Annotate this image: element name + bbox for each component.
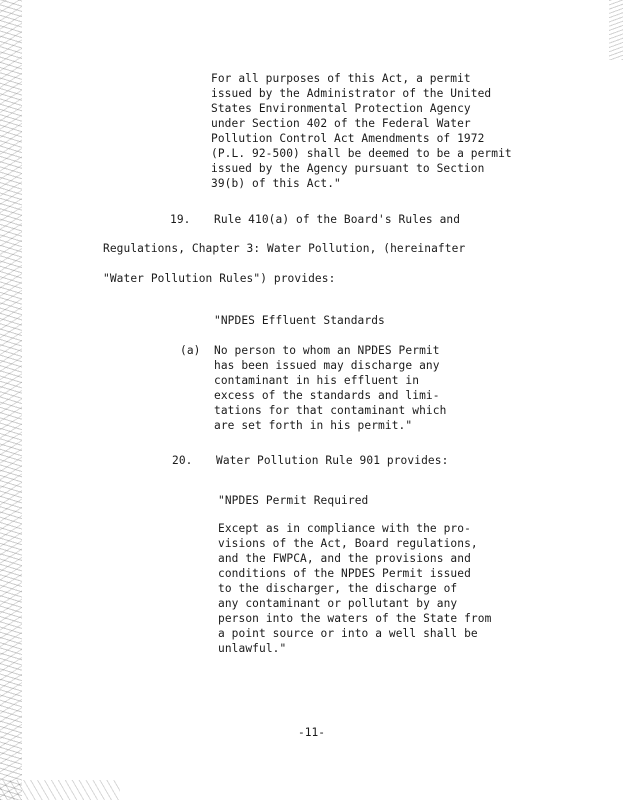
quote-line: to the discharger, the discharge of [218, 582, 458, 595]
quote-line: has been issued may discharge any [214, 359, 440, 372]
quote-line: and the FWPCA, and the provisions and [218, 552, 471, 565]
quote-line: Except as in compliance with the pro- [218, 522, 471, 535]
quote-line: No person to whom an NPDES Permit [214, 344, 440, 357]
quote-line: States Environmental Protection Agency [211, 102, 471, 115]
quote-block-permit-required [218, 521, 491, 656]
quote-block-section-39b [211, 71, 512, 191]
quote-line: (P.L. 92-500) shall be deemed to be a permit [211, 147, 512, 160]
quote-line: Pollution Control Act Amendments of 1972 [211, 132, 485, 145]
paragraph-number-20: 20. [172, 454, 193, 467]
quote-heading-permit-required: "NPDES Permit Required [218, 494, 369, 507]
item-label-a: (a) [180, 344, 201, 357]
quote-line: tations for that contaminant which [214, 404, 447, 417]
quote-line: person into the waters of the State from [218, 612, 492, 625]
quote-line: any contaminant or pollutant by any [218, 597, 458, 610]
quote-line: are set forth in his permit." [214, 419, 413, 432]
paragraph-number-19: 19. [170, 213, 191, 226]
quote-line: issued by the Administrator of the United [211, 87, 492, 100]
quote-line: unlawful." [218, 642, 287, 655]
quote-line: visions of the Act, Board regulations, [218, 537, 478, 550]
quote-heading-effluent-standards: "NPDES Effluent Standards [214, 314, 385, 327]
paragraph-19-line-1: Rule 410(a) of the Board's Rules and [214, 213, 461, 226]
paragraph-20-line-1: Water Pollution Rule 901 provides: [216, 454, 449, 467]
quote-line: issued by the Agency pursuant to Section [211, 162, 485, 175]
quote-line: For all purposes of this Act, a permit [211, 72, 471, 85]
quote-block-effluent-standards [214, 343, 446, 433]
paragraph-19-line-3: "Water Pollution Rules") provides: [103, 272, 336, 285]
quote-line: a point source or into a well shall be [218, 627, 478, 640]
quote-line: conditions of the NPDES Permit issued [218, 567, 471, 580]
quote-line: under Section 402 of the Federal Water [211, 117, 471, 130]
quote-line: excess of the standards and limi- [214, 389, 440, 402]
page-number: -11- [298, 726, 325, 739]
scan-noise-left-edge [0, 0, 22, 800]
quote-line: contaminant in his effluent in [214, 374, 420, 387]
paragraph-19-line-2: Regulations, Chapter 3: Water Pollution, (hereinafter [103, 242, 466, 255]
quote-line: 39(b) of this Act." [211, 177, 341, 190]
scan-noise-right-edge [609, 0, 623, 60]
scan-noise-bottom-edge [0, 780, 120, 800]
